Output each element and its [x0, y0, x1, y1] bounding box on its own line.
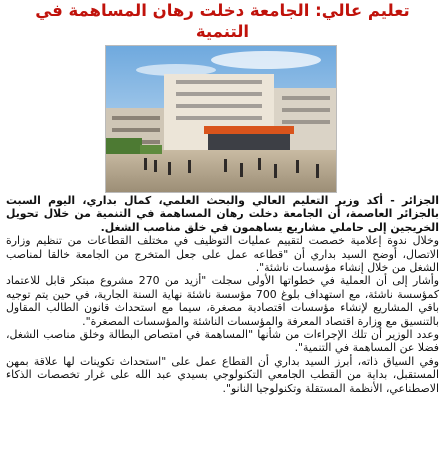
article-paragraph-2: وأشار إلى أن العملية في خطواتها الأولى سجلت "أزيد من 270 مشروع مبتكر قابل للاعتماد كمؤسسة ناشئة، مع استهداف بلوغ 700 مؤسسة ناشئة نهاية السنة الجارية، في حين يتم توجيه باقي المشاريع لإنشاء مؤسسات اقتصادية مصغرة، سيما مع استحداث قانون الطالب المقاول بالتنسيق مع وزارة اقتصاد المعرفة والمؤسسات الناشئة والمؤسسات المصغرة".	[6, 274, 440, 328]
article-photo	[105, 45, 337, 193]
article-paragraph-4: وفي السياق ذاته، أبرز السيد بداري أن القطاع عمل على "استحداث تكوينات لها علاقة بمهن المستقبل، بداية من القطب الجامعي التكنولوجي بسيدي عبد الله على غرار تخصصات الذكاء الاصطناعي، الأنظمة المستقلة وتكنولوجيا النانو".	[6, 354, 439, 395]
university-campus-image	[106, 46, 336, 192]
article-lead-paragraph: الجزائر - أكد وزير التعليم العالي والبحث العلمي، كمال بداري، اليوم السبت بالجزائر العاصمة، أن الجامعة دخلت رهان المساهمة في التنمية من خلال تحويل الخريجين إلى حاملي مشاريع يساهمون في خلق مناصب الشغل.	[6, 194, 439, 234]
article-paragraph-1: وخلال ندوة إعلامية خصصت لتقييم عمليات التوظيف في مختلف القطاعات من تنظيم وزارة الاتصال، أوضح السيد بداري أن "قطاعه عمل على جعل المتخرج من الجامعة خالقا لمناصب الشغل من خلال إنشاء مؤسسات ناشئة".	[6, 234, 439, 275]
article-body	[6, 194, 439, 395]
headline-line-1: تعليم عالي: الجامعة دخلت رهان المساهمة في التنمية	[35, 1, 410, 41]
article-paragraph-3: وعدد الوزير أن تلك الإجراءات من شأنها "المساهمة في امتصاص البطالة وخلق مناصب الشغل، فضلا عن المساهمة في التنمية".	[6, 328, 439, 355]
